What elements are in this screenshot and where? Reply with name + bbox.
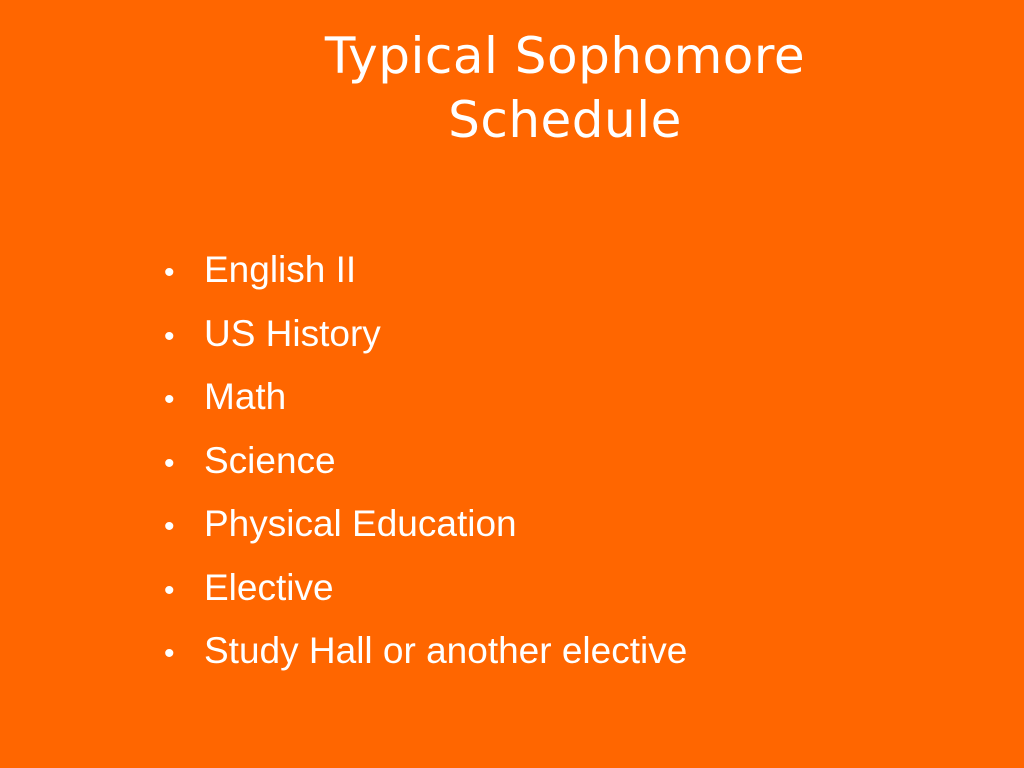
bullet-icon: •: [164, 383, 175, 416]
bullet-text: US History: [204, 312, 381, 354]
bullet-text: Math: [204, 376, 287, 417]
bullet-item-history: [164, 304, 687, 368]
title-line-1: Typical Sophomore: [324, 27, 806, 85]
bullet-item-science: [164, 431, 687, 495]
bullet-list: [164, 240, 687, 685]
bullet-item-math: [164, 367, 687, 431]
bullet-icon: •: [164, 510, 175, 543]
bullet-item-study-hall: [164, 621, 687, 685]
bullet-item-english: [164, 240, 687, 304]
title-line-2: Schedule: [448, 91, 682, 149]
bullet-icon: •: [164, 319, 175, 353]
bullet-text: Study Hall or another elective: [204, 630, 688, 671]
bullet-icon: •: [164, 446, 175, 480]
bullet-icon: •: [164, 256, 175, 289]
slide-title: [200, 24, 930, 152]
bullet-text: English II: [204, 249, 357, 290]
bullet-icon: •: [164, 573, 175, 607]
bullet-item-pe: [164, 494, 687, 558]
bullet-text: Physical Education: [204, 503, 517, 544]
bullet-text: Elective: [204, 566, 334, 608]
bullet-icon: •: [164, 637, 175, 670]
bullet-item-elective: [164, 558, 687, 622]
bullet-text: Science: [204, 439, 336, 481]
